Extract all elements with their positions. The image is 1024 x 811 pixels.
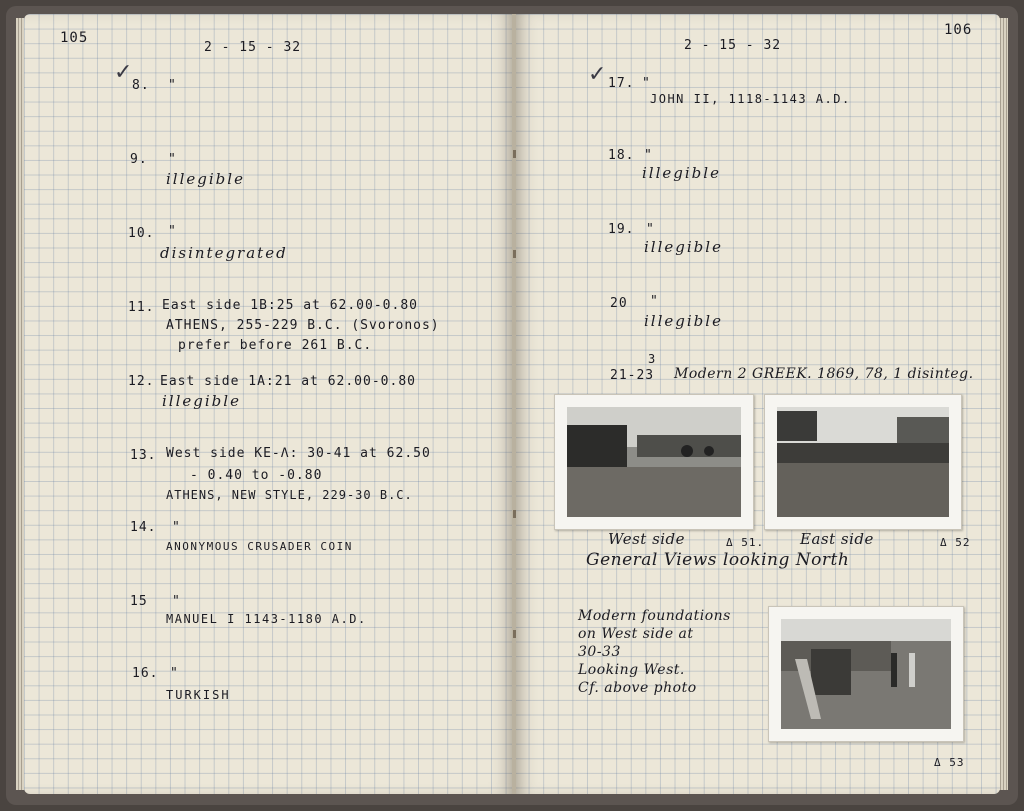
photo-caption: West side xyxy=(608,530,686,548)
photo-note: Modern foundations xyxy=(578,608,731,624)
entry-number: 14. xyxy=(130,520,157,535)
entry-text: East side 1B:25 at 62.00-0.80 xyxy=(162,298,418,313)
ditto-mark: " xyxy=(168,224,177,239)
photo-note: Looking West. xyxy=(578,662,685,678)
entry-text: - 0.40 to -0.80 xyxy=(190,468,323,483)
photo-note: Cf. above photo xyxy=(578,680,697,696)
photo-caption: East side xyxy=(800,530,874,548)
check-mark: ✓ xyxy=(114,60,133,85)
entry-number: 8. xyxy=(132,78,150,93)
entry-number: 11. xyxy=(128,300,155,315)
entry-text: ANONYMOUS CRUSADER COIN xyxy=(166,540,353,553)
entry-number: 10. xyxy=(128,226,155,241)
entry-number: 12. xyxy=(128,374,155,389)
photo-ref: Δ 53 xyxy=(934,756,965,769)
page-number-left: 105 xyxy=(60,30,89,46)
ditto-mark: " xyxy=(170,666,179,681)
entry-number: 18. xyxy=(608,148,635,163)
date-left: 2 - 15 - 32 xyxy=(204,40,302,55)
ditto-mark: " xyxy=(172,520,181,535)
ditto-mark: " xyxy=(650,294,659,309)
ditto-mark: " xyxy=(172,594,181,609)
entry-number: 16. xyxy=(132,666,159,681)
entry-text: illegible xyxy=(162,392,241,410)
ditto-mark: " xyxy=(644,148,653,163)
entry-number: 21-23 xyxy=(610,368,655,383)
general-caption: General Views looking North xyxy=(586,550,850,570)
ditto-mark: " xyxy=(646,222,655,237)
date-right: 2 - 15 - 32 xyxy=(684,38,782,53)
entry-text: disintegrated xyxy=(160,244,288,262)
photo-note: on West side at xyxy=(578,626,694,642)
check-mark: ✓ xyxy=(588,62,607,87)
entry-text: JOHN II, 1118-1143 A.D. xyxy=(650,92,851,106)
photo-note: 30-33 xyxy=(578,644,621,660)
correction-mark: 3 xyxy=(648,352,657,366)
entry-number: 13. xyxy=(130,448,157,463)
binding-stitch xyxy=(513,150,516,158)
entry-number: 19. xyxy=(608,222,635,237)
entry-text: ATHENS, NEW STYLE, 229-30 B.C. xyxy=(166,488,413,502)
entry-text: illegible xyxy=(166,170,245,188)
entry-text: prefer before 261 B.C. xyxy=(178,338,373,353)
photo-east-side xyxy=(764,394,962,530)
ditto-mark: " xyxy=(168,78,177,93)
entry-number: 9. xyxy=(130,152,148,167)
entry-text: illegible xyxy=(644,238,723,256)
entry-number: 17. xyxy=(608,76,635,91)
entry-text: Modern 2 GREEK. 1869, 78, 1 disinteg. xyxy=(674,366,974,382)
binding-stitch xyxy=(513,510,516,518)
photo-ref: Δ 52 xyxy=(940,536,971,549)
book-spine xyxy=(512,14,516,794)
ditto-mark: " xyxy=(642,76,651,91)
binding-stitch xyxy=(513,250,516,258)
left-page xyxy=(24,14,514,794)
entry-text: TURKISH xyxy=(166,688,231,702)
right-page xyxy=(514,14,1000,794)
entry-text: ATHENS, 255-229 B.C. (Svoronos) xyxy=(166,318,440,333)
binding-stitch xyxy=(513,630,516,638)
photo-ref: Δ 51. xyxy=(726,536,765,549)
entry-text: illegible xyxy=(644,312,723,330)
entry-number: 20 xyxy=(610,296,628,311)
page-number-right: 106 xyxy=(944,22,973,38)
entry-text: illegible xyxy=(642,164,721,182)
photo-modern-foundations xyxy=(768,606,964,742)
ditto-mark: " xyxy=(168,152,177,167)
photo-west-side xyxy=(554,394,754,530)
entry-text: East side 1A:21 at 62.00-0.80 xyxy=(160,374,416,389)
entry-number: 15 xyxy=(130,594,148,609)
entry-text: West side KE-Λ: 30-41 at 62.50 xyxy=(166,446,431,461)
entry-text: MANUEL I 1143-1180 A.D. xyxy=(166,612,367,626)
